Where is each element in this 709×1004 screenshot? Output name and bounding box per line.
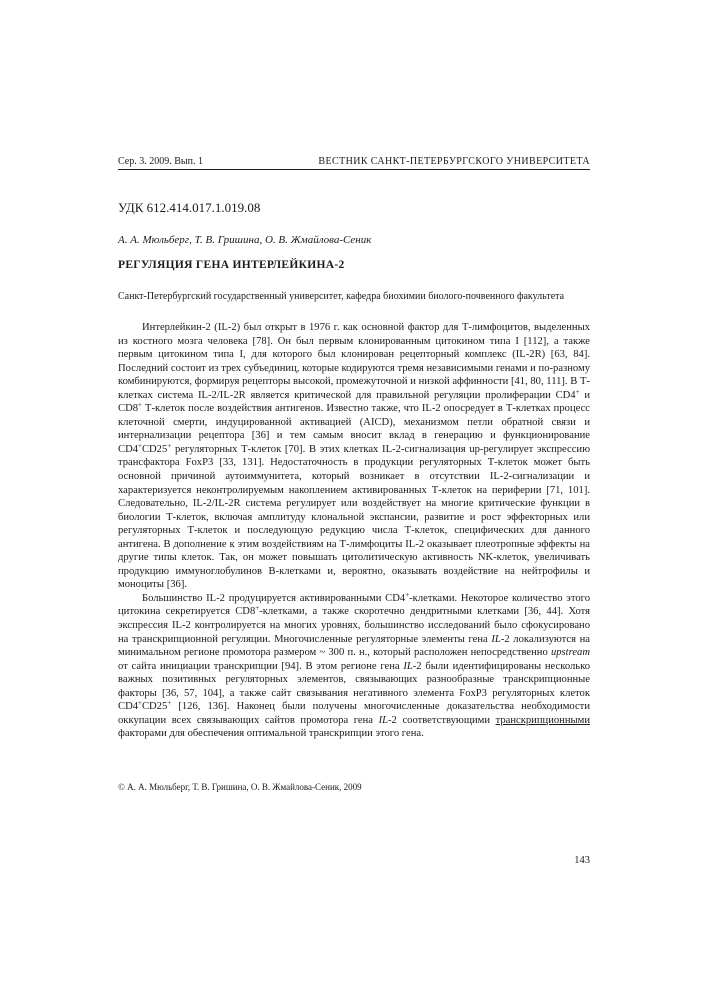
- series-issue: Сер. 3. 2009. Вып. 1: [118, 156, 203, 167]
- paragraph: Интерлейкин-2 (IL-2) был открыт в 1976 г. как основной фактор для Т-лимфоцитов, выделенных из костного мозга человека [78]. Он был первым клонированным цитокином типа I [112], а также первым цитокином типа I, для которого был клонирован рецепторный комплекс (IL-2R) [63, 84]. Последний состоит из трех субъединиц, которые кодируются тремя независимыми генами и по-разному комбинируются, формируя рецепторы высокой, промежуточной и низкой аффинности [41, 80, 111]. В Т-клетках система IL-2/IL-2R является критической для правильной регуляции пролиферации CD4+ и CD8+ Т-клеток после воздействия антигенов. Известно также, что IL-2 опосредует в Т-клетках процесс клеточной смерти, индуцированной активацией (AICD), механизмом петли обратной связи и интернализации рецептора [36] и тем самым вносит вклад в генерацию и функционирование CD4+CD25+ регуляторных Т-клеток [70]. В этих клетках IL-2-сигнализация up-регулирует экспрессию трансфактора FoxP3 [33, 131]. Недостаточность в продукции регуляторных Т-клеток может быть основной причиной аутоиммунитета, который возникает в отсутствии IL-2-сигнализации и характеризуется неконтролируемым накоплением активированных Т-клеток на периферии [71, 101]. Следовательно, IL-2/IL-2R система регулирует или воздействует на многие критические функции в биологии Т-клеток, включая амплитуду клональной экспансии, развитие и рост эффекторных или регуляторных Т-клеток и последующую редукцию числа Т-клеток, специфических для данного антигена. В дополнение к этим воздействиям на Т-лимфоциты IL-2 оказывает плеотропные эффекты на другие типы клеток. Так, он может повышать цитолитическую активность NK-клеток, увеличивать продукцию иммуноглобулинов В-клетками и, вероятно, оказывать воздействие на нейтрофилы и моноциты [36].: [118, 322, 590, 591]
- authors: А. А. Мюльберг, Т. В. Гришина, О. В. Жмайлова-Сеник: [118, 234, 372, 246]
- paragraph: Большинство IL-2 продуцируется активированными CD4+-клетками. Некоторое количество этого цитокина секретируется CD8+-клетками, а также скоротечно дендритными клетками [36, 44]. Хотя экспрессия IL-2 контролируется на многих уровнях, большинство исследований было сфокусировано на транскрипционной регуляции. Многочисленные регуляторные элементы гена IL-2 локализуются на минимальном регионе промотора размером ~ 300 п. н., который расположен непосредственно upstream от сайта инициации транскрипции [94]. В этом регионе гена IL-2 были идентифицированы несколько важных позитивных регуляторных элементов, связывающих разнообразные транскрипционные факторы [36, 57, 104], а также сайт связывания негативного элемента FoxP3 регуляторных клеток CD4+CD25+ [126, 136]. Наконец были получены многочисленные доказательства необходимости оккупации всех связывающих сайтов промотора гена IL-2 соответствующими транскрипционными факторами для обеспечения оптимальной транскрипции этого гена.: [118, 590, 591, 740]
- udk-code: УДК 612.414.017.1.019.08: [118, 200, 261, 215]
- page-number: 143: [574, 855, 590, 866]
- affiliation: Санкт-Петербургский государственный университет, кафедра биохимии биолого-почвенного факультета: [118, 291, 565, 302]
- running-header: [118, 155, 590, 169]
- copyright-notice: © А. А. Мюльберг, Т. В. Гришина, О. В. Жмайлова-Сеник, 2009: [118, 782, 362, 792]
- article-body: [118, 321, 590, 741]
- header-rule: [118, 169, 590, 170]
- journal-name: ВЕСТНИК САНКТ-ПЕТЕРБУРГСКОГО УНИВЕРСИТЕТА: [318, 156, 590, 167]
- article-title: РЕГУЛЯЦИЯ ГЕНА ИНТЕРЛЕЙКИНА-2: [118, 259, 345, 271]
